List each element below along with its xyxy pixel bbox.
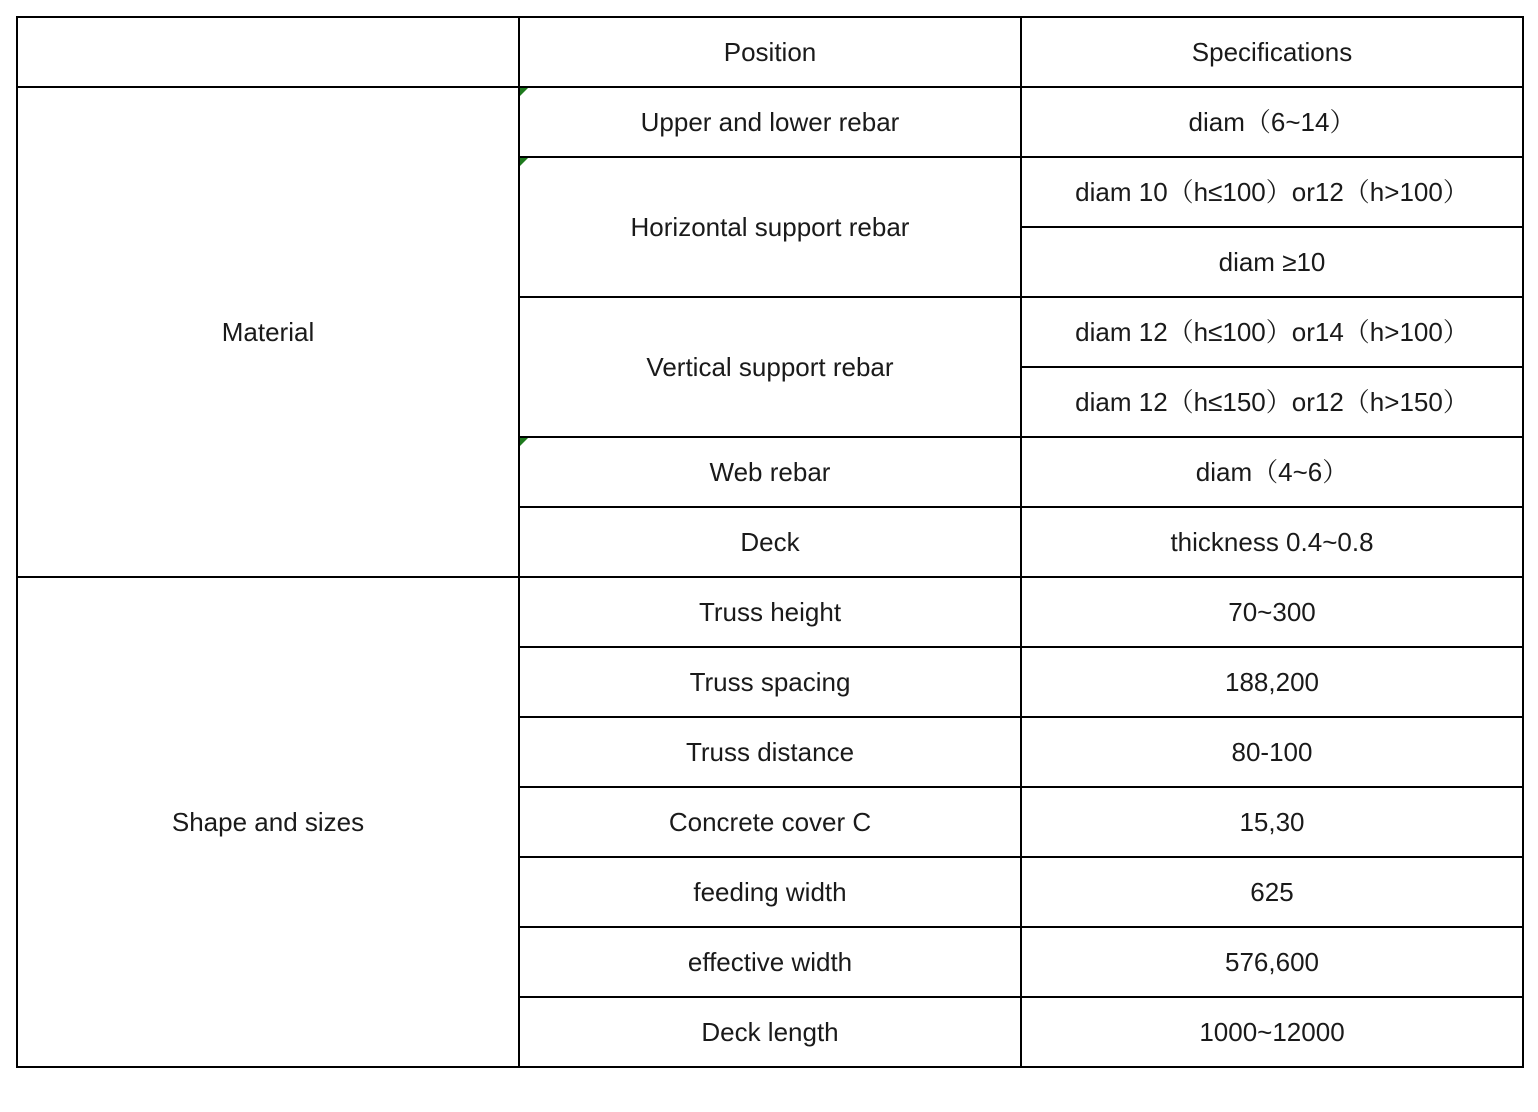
category-shape-and-sizes: Shape and sizes <box>17 577 519 1067</box>
position-cell <box>519 157 1021 297</box>
comment-marker-icon <box>520 158 528 166</box>
spec-cell: 1000~12000 <box>1021 997 1523 1067</box>
comment-marker-icon <box>520 438 528 446</box>
header-blank-cell <box>17 17 519 87</box>
spec-cell: 15,30 <box>1021 787 1523 857</box>
position-cell: effective width <box>519 927 1021 997</box>
spec-cell: thickness 0.4~0.8 <box>1021 507 1523 577</box>
spec-cell: diam ≥10 <box>1021 227 1523 297</box>
header-row <box>17 17 1523 87</box>
specifications-table <box>16 16 1524 1068</box>
position-cell: Truss spacing <box>519 647 1021 717</box>
spec-cell: 576,600 <box>1021 927 1523 997</box>
position-cell: Truss height <box>519 577 1021 647</box>
category-material: Material <box>17 87 519 577</box>
position-cell <box>519 87 1021 157</box>
position-cell: Deck <box>519 507 1021 577</box>
spec-cell: 188,200 <box>1021 647 1523 717</box>
table-row <box>17 87 1523 157</box>
spec-cell: diam（4~6） <box>1021 437 1523 507</box>
spec-cell: diam 10（h≤100）or12（h>100） <box>1021 157 1523 227</box>
spec-cell: 70~300 <box>1021 577 1523 647</box>
spec-cell: 80-100 <box>1021 717 1523 787</box>
position-cell: Concrete cover C <box>519 787 1021 857</box>
table-row <box>17 577 1523 647</box>
comment-marker-icon <box>520 88 528 96</box>
spec-cell: diam 12（h≤100）or14（h>100） <box>1021 297 1523 367</box>
spec-cell: 625 <box>1021 857 1523 927</box>
position-label: Web rebar <box>709 457 831 487</box>
header-specifications: Specifications <box>1021 17 1523 87</box>
position-cell: feeding width <box>519 857 1021 927</box>
position-cell <box>519 437 1021 507</box>
position-cell: Vertical support rebar <box>519 297 1021 437</box>
position-label: Horizontal support rebar <box>630 212 910 242</box>
spec-cell: diam 12（h≤150）or12（h>150） <box>1021 367 1523 437</box>
header-position: Position <box>519 17 1021 87</box>
position-cell: Deck length <box>519 997 1021 1067</box>
spec-cell: diam（6~14） <box>1021 87 1523 157</box>
position-cell: Truss distance <box>519 717 1021 787</box>
position-label: Upper and lower rebar <box>640 107 900 137</box>
